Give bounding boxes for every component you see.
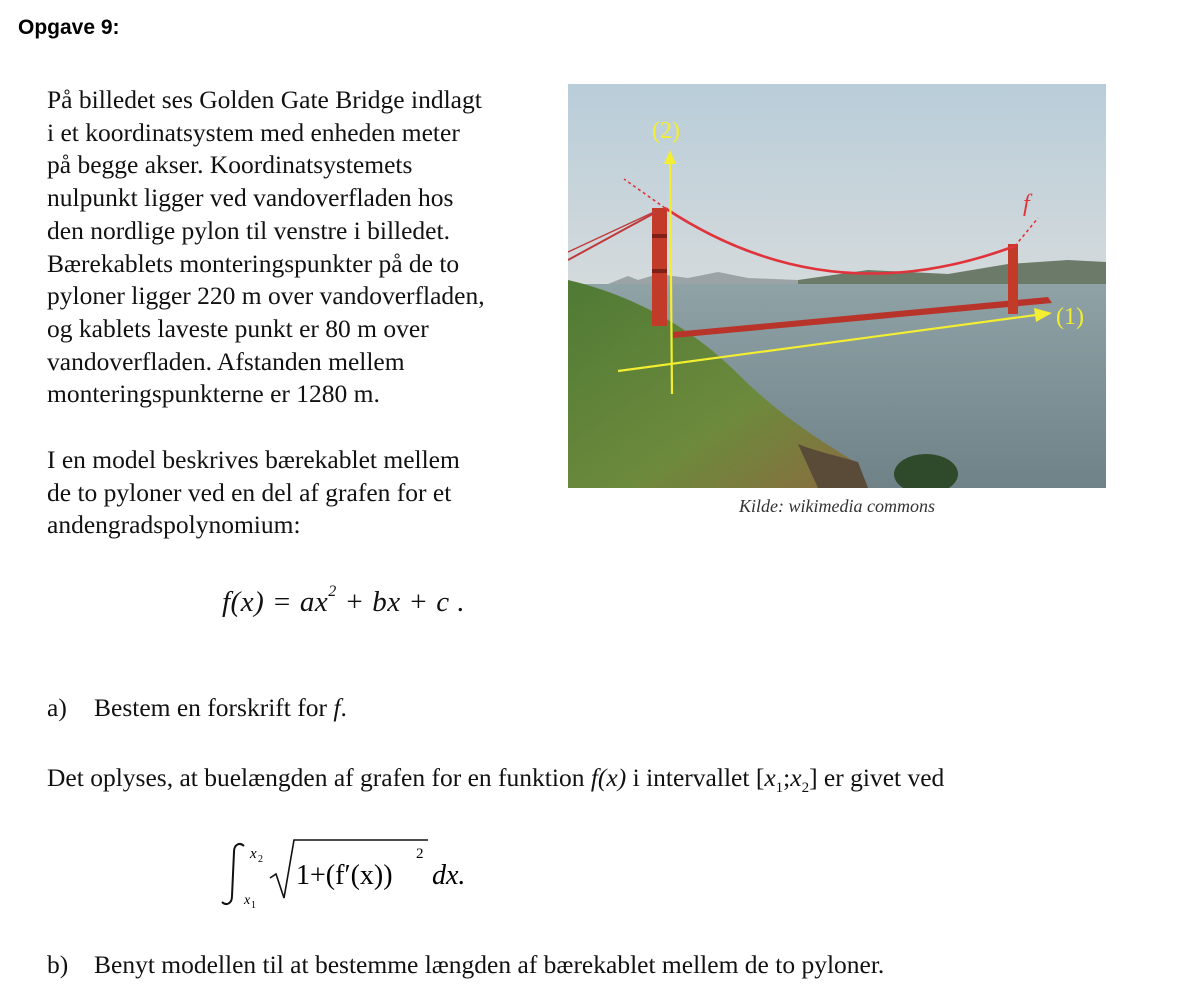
curve-label-f: f — [1023, 191, 1030, 217]
bridge-illustration — [568, 84, 1106, 488]
formula-exponent: 2 — [328, 583, 337, 601]
upper-limit-subscript: 2 — [258, 854, 263, 865]
intro-line: Bærekablets monteringspunkter på de to — [47, 248, 460, 278]
arc-length-integral — [218, 838, 478, 910]
lower-limit: x — [244, 893, 251, 908]
x1-subscript: 1 — [775, 780, 784, 797]
intro-line: I en model beskrives bærekablet mellem — [47, 445, 460, 475]
question-a — [47, 693, 347, 723]
question-text: Bestem en forskrift for — [94, 693, 334, 722]
intro-line: i et koordinatsystem med enheden meter — [47, 117, 460, 147]
arc-length-statement — [47, 763, 944, 797]
north-tower-strut — [652, 269, 667, 273]
question-end: . — [340, 693, 347, 722]
intro-line: andengradspolynomium: — [47, 510, 301, 540]
north-tower — [652, 208, 667, 326]
intro-line: På billedet ses Golden Gate Bridge indlagt — [47, 85, 482, 114]
upper-limit: x — [250, 846, 257, 862]
x2-symbol: x — [790, 763, 802, 792]
intro-paragraph-1 — [47, 84, 547, 411]
intro-line: og kablets laveste punkt er 80 m over — [47, 313, 429, 343]
formula-rhs: + bx + c . — [336, 586, 466, 618]
formula-lhs: f(x) = ax — [222, 586, 329, 618]
intro-line: pyloner ligger 220 m over vandoverfladen, — [47, 281, 485, 311]
exercise-heading: Opgave 9: — [18, 16, 120, 39]
arc-text: i intervallet [ — [626, 763, 765, 792]
intro-paragraph-2 — [47, 444, 547, 542]
intro-text — [47, 84, 547, 542]
golden-gate-photo — [568, 84, 1106, 488]
question-label: a) — [47, 693, 67, 722]
intro-line: vandoverfladen. Afstanden mellem — [47, 346, 405, 376]
axis-1-label: (1) — [1056, 304, 1084, 330]
polynomial-formula — [222, 583, 466, 619]
intro-line: monteringspunkterne er 1280 m. — [47, 379, 380, 409]
arc-text: Det oplyses, at buelængden af grafen for en funktion — [47, 763, 591, 792]
lower-limit-subscript: 1 — [251, 900, 256, 910]
sky — [568, 84, 1106, 284]
fx-symbol: f(x) — [590, 763, 627, 792]
figure-caption: Kilde: wikimedia commons — [739, 496, 935, 516]
integral-sign — [222, 844, 244, 904]
axis-2-label: (2) — [652, 118, 680, 144]
question-label: b) — [47, 950, 69, 979]
intro-line: de to pyloner ved en del af grafen for et — [47, 477, 452, 507]
south-tower — [1008, 244, 1018, 314]
intro-line: nulpunkt ligger ved vandoverfladen hos — [47, 183, 454, 213]
radicand-exponent: 2 — [416, 846, 424, 862]
radicand: 1+(f′(x)) — [296, 860, 393, 891]
question-text: Benyt modellen til at bestemme længden af bærekablet mellem de to pyloner. — [94, 950, 885, 979]
x2-subscript: 2 — [801, 780, 810, 797]
interval-separator: ; — [783, 763, 791, 792]
x1-symbol: x — [764, 763, 776, 792]
differential: dx. — [432, 860, 466, 891]
question-b — [47, 950, 884, 980]
arc-text: ] er givet ved — [809, 763, 945, 792]
intro-line: på begge akser. Koordinatsystemets — [47, 150, 413, 180]
integral-formula — [218, 838, 478, 910]
north-tower-strut — [652, 234, 667, 238]
intro-line: den nordlige pylon til venstre i billedet. — [47, 215, 450, 245]
function-symbol: f — [333, 693, 341, 722]
